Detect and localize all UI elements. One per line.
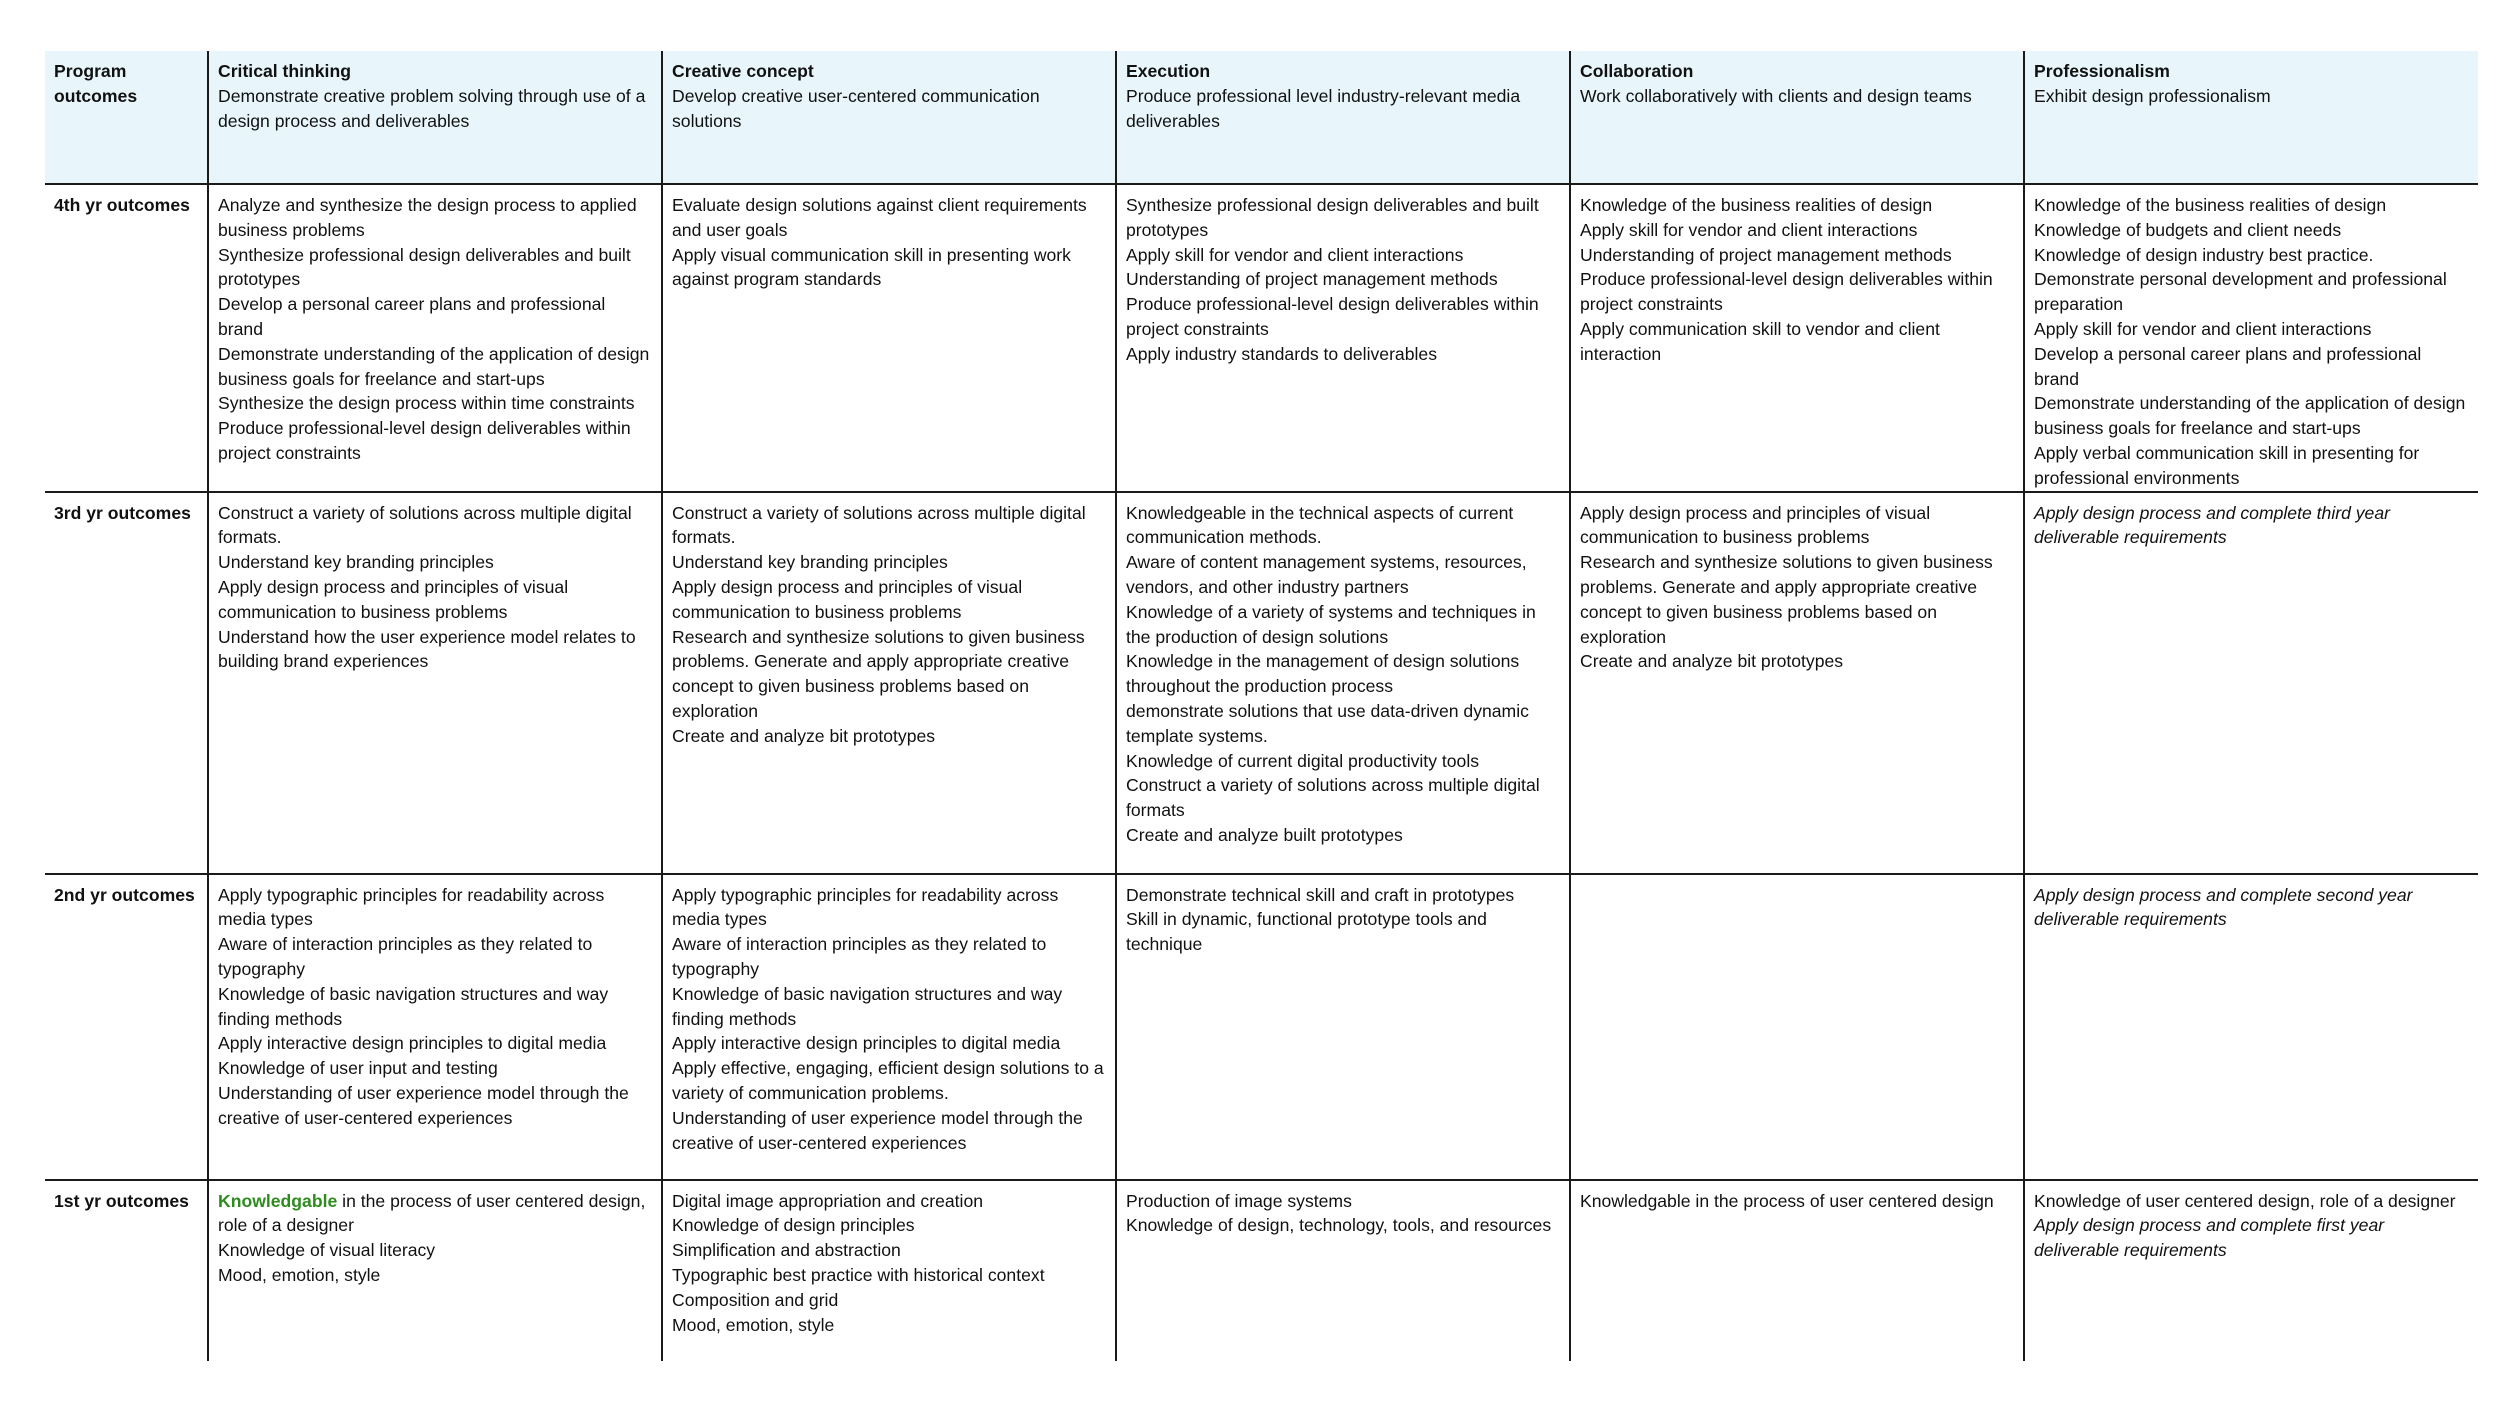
cell-execution bbox=[1116, 492, 1570, 874]
cell-line-italic: Apply design process and complete first year deliverable requirements bbox=[2034, 1215, 2385, 1261]
cell-line: Knowledge of basic navigation structures and way finding methods bbox=[218, 983, 609, 1029]
row-1st-yr bbox=[45, 1180, 2478, 1361]
cell-line: Evaluate design solutions against client requirements and user goals bbox=[672, 195, 1087, 240]
knowledgable-highlight: Knowledgable bbox=[218, 1190, 338, 1211]
cell-line: Apply industry standards to deliverables bbox=[1126, 343, 1437, 364]
cell-line: Research and synthesize solutions to given business problems. Generate and apply appropriate creative concept to given business problems based on exploration bbox=[672, 626, 1085, 721]
cell-creative-concept bbox=[662, 184, 1116, 492]
header-creative-concept bbox=[662, 51, 1116, 184]
cell-line: Apply interactive design principles to digital media bbox=[672, 1033, 1061, 1054]
cell-line: Apply design process and principles of visual communication to business problems bbox=[1580, 502, 1931, 548]
cell-line: Knowledge of the business realities of design bbox=[2034, 195, 2387, 215]
cell-line: Mood, emotion, style bbox=[672, 1314, 835, 1335]
cell-line: Understand key branding principles bbox=[672, 552, 948, 573]
cell-line: Construct a variety of solutions across multiple digital formats. bbox=[672, 502, 1086, 548]
cell-line: Knowledge of user centered design, role of a designer bbox=[2034, 1190, 2456, 1211]
cell-line: Knowledge of visual literacy bbox=[218, 1240, 436, 1261]
cell-line: Knowledge of budgets and client needs bbox=[2034, 219, 2342, 240]
row-label: 4th yr outcomes bbox=[45, 184, 208, 492]
cell-line: Synthesize professional design deliverables and built prototypes bbox=[1126, 195, 1539, 240]
row-label: 1st yr outcomes bbox=[45, 1180, 208, 1361]
outcomes-table bbox=[45, 51, 2478, 1361]
cell-professionalism bbox=[2024, 1180, 2478, 1361]
cell-line: Apply effective, engaging, efficient design solutions to a variety of communication problems. bbox=[672, 1058, 1104, 1103]
cell-line: Understand key branding principles bbox=[218, 552, 494, 573]
cell-line: Apply interactive design principles to digital media bbox=[218, 1033, 607, 1054]
cell-line: Knowledge of user input and testing bbox=[218, 1058, 498, 1079]
cell-line: Apply skill for vendor and client interactions bbox=[1580, 219, 1918, 240]
cell-line: Knowledge of a variety of systems and techniques in the production of design solutions bbox=[1126, 601, 1536, 647]
cell-line: Understand how the user experience model relates to building brand experiences bbox=[218, 626, 636, 672]
cell-line: Apply design process and principles of visual communication to business problems bbox=[218, 576, 569, 622]
cell-line: Understanding of user experience model through the creative of user-centered experiences bbox=[218, 1082, 629, 1128]
header-critical-thinking bbox=[208, 51, 662, 184]
cell-line bbox=[218, 1189, 652, 1239]
cell-line: Apply visual communication skill in presenting work against program standards bbox=[672, 244, 1071, 290]
outcomes-matrix bbox=[45, 51, 2478, 1361]
column-title: Professionalism bbox=[2034, 61, 2170, 81]
cell-line: Apply skill for vendor and client interactions bbox=[2034, 318, 2372, 339]
cell-execution bbox=[1116, 874, 1570, 1180]
cell-line: Skill in dynamic, functional prototype tools and technique bbox=[1126, 909, 1487, 955]
column-description: Work collaboratively with clients and design teams bbox=[1580, 85, 1972, 106]
header-row bbox=[45, 51, 2478, 184]
cell-line: Knowledge of current digital productivity tools bbox=[1126, 750, 1480, 771]
cell-line: Develop a personal career plans and professional brand bbox=[218, 294, 606, 339]
cell-line: Construct a variety of solutions across multiple digital formats bbox=[1126, 775, 1540, 821]
cell-line: Produce professional-level design deliverables within project constraints bbox=[1126, 294, 1539, 339]
cell-line: Knowledge of design, technology, tools, and resources bbox=[1126, 1215, 1552, 1236]
column-description: Demonstrate creative problem solving through use of a design process and deliverables bbox=[218, 85, 646, 131]
cell-line: Produce professional-level design deliverables within project constraints bbox=[218, 418, 631, 463]
column-description: Develop creative user-centered communication solutions bbox=[672, 85, 1040, 131]
cell-line: Mood, emotion, style bbox=[218, 1264, 381, 1285]
cell-line: Understanding of project management methods bbox=[1580, 244, 1952, 265]
cell-line: Knowledge of design principles bbox=[672, 1215, 915, 1236]
cell-line: Apply skill for vendor and client interactions bbox=[1126, 244, 1464, 265]
row-label: 3rd yr outcomes bbox=[45, 492, 208, 874]
cell-line: Demonstrate technical skill and craft in prototypes bbox=[1126, 884, 1515, 905]
column-description: Exhibit design professionalism bbox=[2034, 85, 2271, 106]
cell-execution bbox=[1116, 1180, 1570, 1361]
cell-line: Synthesize the design process within time constraints bbox=[218, 393, 635, 414]
column-title: Execution bbox=[1126, 61, 1211, 81]
cell-critical-thinking bbox=[208, 874, 662, 1180]
cell-line: Apply typographic principles for readability across media types bbox=[672, 884, 1059, 930]
cell-line: Demonstrate personal development and professional preparation bbox=[2034, 269, 2447, 315]
cell-line: Typographic best practice with historical context bbox=[672, 1264, 1045, 1285]
cell-line: Aware of interaction principles as they related to typography bbox=[672, 934, 1047, 979]
cell-line: Analyze and synthesize the design process to applied business problems bbox=[218, 195, 637, 240]
column-title: Collaboration bbox=[1580, 61, 1694, 81]
header-collaboration bbox=[1570, 51, 2024, 184]
cell-line: Create and analyze bit prototypes bbox=[672, 725, 936, 746]
row-label: 2nd yr outcomes bbox=[45, 874, 208, 1180]
column-title: Critical thinking bbox=[218, 61, 351, 81]
cell-line: Aware of interaction principles as they related to typography bbox=[218, 934, 593, 979]
cell-line: Develop a personal career plans and professional brand bbox=[2034, 343, 2422, 389]
cell-line: Knowledgable in the process of user centered design bbox=[1580, 1190, 1994, 1211]
cell-line: Apply typographic principles for readability across media types bbox=[218, 884, 605, 930]
cell-line: Produce professional-level design deliverables within project constraints bbox=[1580, 269, 1993, 315]
cell-professionalism bbox=[2024, 184, 2478, 492]
cell-line: Construct a variety of solutions across multiple digital formats. bbox=[218, 502, 632, 548]
cell-line: Production of image systems bbox=[1126, 1190, 1352, 1211]
cell-line: Research and synthesize solutions to given business problems. Generate and apply appropriate creative concept to given business problems based on exploration bbox=[1580, 552, 1993, 647]
cell-line: Knowledge of the business realities of design bbox=[1580, 195, 1933, 215]
cell-line: Simplification and abstraction bbox=[672, 1240, 901, 1261]
cell-line: demonstrate solutions that use data-driven dynamic template systems. bbox=[1126, 700, 1529, 746]
cell-critical-thinking bbox=[208, 1180, 662, 1361]
cell-line: Aware of content management systems, resources, vendors, and other industry partners bbox=[1126, 552, 1527, 597]
cell-line: Knowledge of basic navigation structures and way finding methods bbox=[672, 983, 1063, 1029]
cell-creative-concept bbox=[662, 874, 1116, 1180]
column-description: Produce professional level industry-relevant media deliverables bbox=[1126, 85, 1521, 131]
row-2nd-yr bbox=[45, 874, 2478, 1180]
cell-creative-concept bbox=[662, 492, 1116, 874]
cell-line: Understanding of project management methods bbox=[1126, 269, 1498, 290]
cell-professionalism bbox=[2024, 492, 2478, 874]
cell-line: Apply communication skill to vendor and client interaction bbox=[1580, 318, 1940, 364]
cell-line: Knowledgeable in the technical aspects of current communication methods. bbox=[1126, 502, 1514, 548]
cell-line: Knowledge in the management of design solutions throughout the production process bbox=[1126, 651, 1520, 697]
program-outcomes-label: Program outcomes bbox=[45, 51, 208, 184]
cell-line: Apply design process and complete third year deliverable requirements bbox=[2034, 502, 2390, 548]
cell-line: Knowledge of design industry best practice. bbox=[2034, 244, 2374, 265]
cell-critical-thinking bbox=[208, 184, 662, 492]
cell-creative-concept bbox=[662, 1180, 1116, 1361]
cell-line: Composition and grid bbox=[672, 1289, 839, 1310]
cell-collaboration bbox=[1570, 1180, 2024, 1361]
header-professionalism bbox=[2024, 51, 2478, 184]
row-4th-yr bbox=[45, 184, 2478, 492]
cell-collaboration bbox=[1570, 874, 2024, 1180]
highlight-rest: in the process of user centered design, role of a designer bbox=[218, 1190, 646, 1236]
cell-collaboration bbox=[1570, 492, 2024, 874]
cell-line: Create and analyze built prototypes bbox=[1126, 824, 1403, 845]
cell-execution bbox=[1116, 184, 1570, 492]
cell-line: Demonstrate understanding of the application of design business goals for freelance and start-ups bbox=[2034, 393, 2466, 439]
cell-line: Apply design process and principles of visual communication to business problems bbox=[672, 576, 1023, 622]
cell-line: Understanding of user experience model through the creative of user-centered experiences bbox=[672, 1107, 1083, 1153]
row-3rd-yr bbox=[45, 492, 2478, 874]
cell-line: Synthesize professional design deliverables and built prototypes bbox=[218, 244, 631, 290]
cell-line: Apply design process and complete second year deliverable requirements bbox=[2034, 884, 2413, 930]
cell-line: Digital image appropriation and creation bbox=[672, 1190, 984, 1211]
cell-professionalism bbox=[2024, 874, 2478, 1180]
column-title: Creative concept bbox=[672, 61, 814, 81]
cell-collaboration bbox=[1570, 184, 2024, 492]
header-execution bbox=[1116, 51, 1570, 184]
cell-line: Demonstrate understanding of the application of design business goals for freelance and start-ups bbox=[218, 343, 650, 389]
cell-line: Create and analyze bit prototypes bbox=[1580, 651, 1844, 672]
cell-line: Apply verbal communication skill in presenting for professional environments bbox=[2034, 442, 2420, 488]
cell-critical-thinking bbox=[208, 492, 662, 874]
